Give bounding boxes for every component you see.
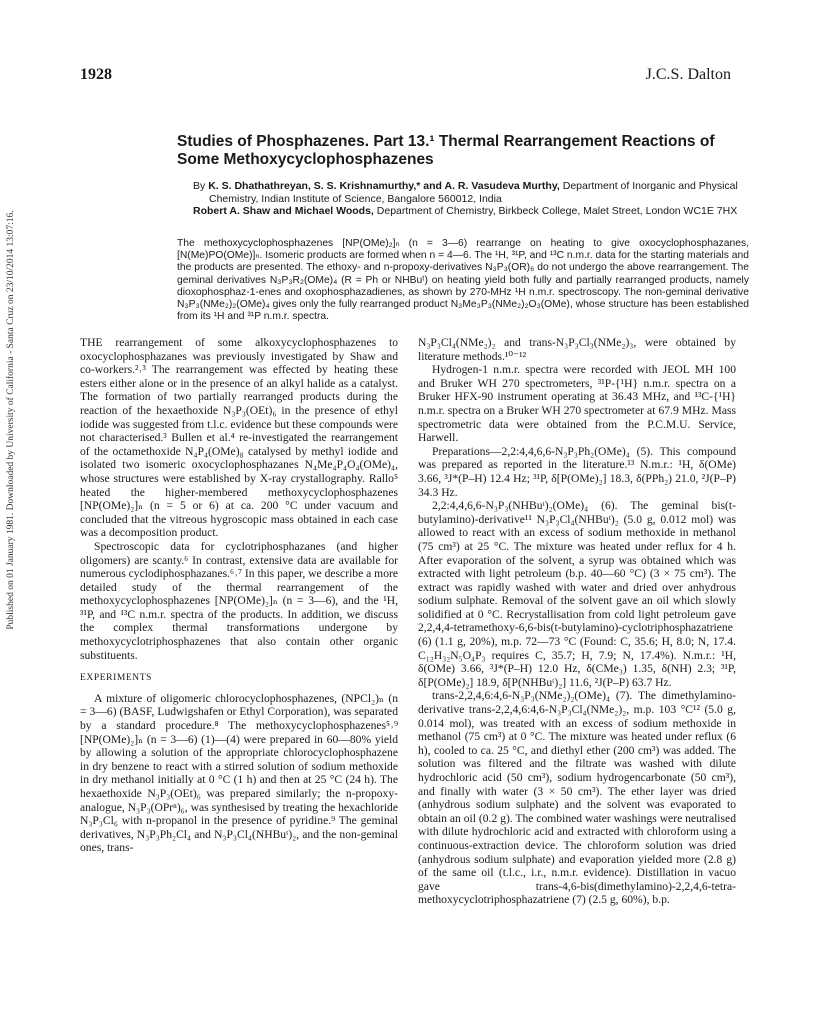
author-line-1 — [193, 180, 769, 205]
intro-paragraph-2: Spectroscopic data for cyclotriphosphazanes (and higher oligomers) are scanty.⁶ In contrast, extensive data are available for numerous cyclodiphosphazanes.⁶˒⁷ In this paper, we describe a more detailed study of the thermal rearrangement of the methoxycyclophosphazenes [NP(OMe)₂]ₙ (n = 3—6), and the ¹H, ³¹P, and ¹³C n.m.r. spectra of the products. In addition, we discuss the complex thermal transformations undergone by methoxycyclotriphosphazenes that also contain other organic substituents. — [80, 539, 398, 662]
author-affiliation-1: Department of Inorganic and Physical Chemistry, Indian Institute of Science, Bangalore 560012, India — [209, 180, 738, 205]
article-title: Studies of Phosphazenes. Part 13.¹ Thermal Rearrangement Reactions of Some Methoxycyclophosphazenes — [177, 133, 715, 168]
journal-name: J.C.S. Dalton — [645, 66, 731, 83]
download-notice-text: Published on 01 January 1981. Downloaded by University of California - Santa Cruz on 23/10/2014 13:07:16. — [6, 210, 16, 630]
right-paragraph-3: Preparations—2,2:4,4,6,6-N₃P₃Ph₂(OMe)₄ (5). This compound was prepared as reported in the literature.¹³ N.m.r.: ¹H, δ(OMe) 3.66, ³J*(P–H) 12.4 Hz; ³¹P, δ[P(OMe)₂] 18.3, δ(PPh₂) 21.0, ²J(P–P) 34.3 Hz. — [418, 444, 736, 499]
page-number: 1928 — [80, 66, 112, 83]
intro-paragraph-1: THE rearrangement of some alkoxycyclophosphazenes to oxocyclophosphazanes was previously investigated by Shaw and co-workers.²˒³ The rearrangement was effected by heating these esters either alone or in the presence of an alkyl halide as a catalyst. The formation of two partially rearranged products during the reaction of the hexaethoxide N₃P₃(OEt)₆ in the presence of ethyl iodide was suggested from t.l.c. evidence but these compounds were not characterised.³ Bullen et al.⁴ re-investigated the rearrangement of the octamethoxide N₄P₄(OMe)₈ catalysed by methyl iodide and isolated two isomeric oxocyclophosphazanes N₄Me₄P₄O₄(OMe)₄, whose structures were established by X-ray crystallography. Rallo⁵ heated the higher-membered methoxycyclophosphazenes [NP(OMe)₂]ₙ (n = 5 or 6) at ca. 200 °C under vacuum and concluded that the vitreous hygroscopic mass obtained in each case was a decomposition product. — [80, 336, 398, 540]
right-paragraph-4: 2,2:4,4,6,6-N₃P₃(NHBuᵗ)₂(OMe)₄ (6). The geminal bis(t-butylamino)-derivative¹¹ N₃P₃Cl₄(NHBuᵗ)₂ (5.0 g, 0.012 mol) was allowed to react with an excess of sodium methoxide in methanol (75 cm³) at 25 °C. The mixture was heated under reflux for 4 h. After evaporation of the solvent, a syrup was obtained which was extracted with light petroleum (b.p. 40—60 °C) (3 × 75 cm³). The extract was rapidly washed with water and dried over anhydrous sodium sulphate. Removal of the solvent gave an oil which slowly solidified at 0 °C. Recrystallisation from cold light petroleum gave 2,2,4,4-tetramethoxy-6,6-bis(t-butylamino)-cyclotriphosphazatriene (6) (1.1 g, 20%), m.p. 72—73 °C (Found: C, 35.6; H, 8.0; N, 17.4. C₁₂H₃₂N₅O₄P₃ requires C, 35.7; H, 7.9; N, 17.4%). N.m.r.: ¹H, δ(OMe) 3.66, ³J*(P–H) 12.0 Hz, δ(CMe₃) 1.35, δ(NH) 2.3; ³¹P, δ[P(OMe)₂] 18.9, δ[P(NHBuᵗ)₂] 11.6, ²J(P–P) 63.7 Hz. — [418, 499, 736, 689]
download-notice-sidebar — [6, 120, 22, 720]
left-column — [80, 336, 398, 855]
author-affiliation-2: Department of Chemistry, Birkbeck College, Malet Street, London WC1E 7HX — [376, 205, 738, 217]
right-paragraph-1: N₃P₃Cl₄(NMe₂)₂ and trans-N₃P₃Cl₃(NMe₂)₃, were obtained by literature methods.¹⁰⁻¹² — [418, 336, 736, 363]
right-paragraph-2: Hydrogen-1 n.m.r. spectra were recorded with JEOL MH 100 and Bruker WH 270 spectrometers, ³¹P-{¹H} n.m.r. spectra on a Bruker HFX-90 instrument operating at 36.43 MHz, and ¹³C-{¹H} n.m.r. spectra on a Bruker WH 270 spectrometer at 67.9 MHz. Mass spectrometric data were obtained from the P.C.M.U. Service, Harwell. — [418, 363, 736, 445]
by-prefix: By — [193, 180, 206, 192]
author-line-2 — [193, 205, 769, 218]
right-paragraph-5: trans-2,2,4,6:4,6-N₃P₃(NMe₂)₂(OMe)₄ (7). The dimethylamino-derivative trans-2,2,4,6:4,6-N₃P₃Cl₄(NMe₂)₂, m.p. 103 °C¹² (5.0 g, 0.014 mol), was treated with an excess of sodium methoxide in methanol (75 cm³) at 0 °C. The mixture was heated under reflux (6 h), cooled to ca. 25 °C, and diethyl ether (200 cm³) was added. The solution was filtered and the filtrate was washed with dilute hydrochloric acid (50 cm³), sodium hydrogencarbonate (50 cm³), and finally with water (3 × 50 cm³). The ether layer was dried (anhydrous sodium sulphate) and the solvent was evaporated to obtain an oil (0.2 g). The combined water washings were neutralised with dilute hydrochloric acid and extracted with chloroform using a continuous-extraction device. The chloroform solution was dried (anhydrous sodium sulphate) and evaporation yielded more (2.8 g) of the same oil (t.l.c., i.r., n.m.r. evidence). Distillation in vacuo gave trans-4,6-bis(dimethylamino)-2,2,4,6-tetra-methoxycyclotriphosphazatriene (7) (2.5 g, 60%), b.p. — [418, 689, 736, 907]
author-names-1: K. S. Dhathathreyan, S. S. Krishnamurthy,* and A. R. Vasudeva Murthy, — [208, 180, 560, 192]
author-names-2: Robert A. Shaw and Michael Woods, — [193, 205, 374, 217]
experiments-paragraph-1: A mixture of oligomeric chlorocyclophosphazenes, (NPCl₂)ₙ (n = 3—6) (BASF, Ludwigshafen or Ethyl Corporation), was separated by a standard procedure.⁸ The methoxycyclophosphazenes⁵˒⁹ [NP(OMe)₂]ₙ (n = 3—6) (1)—(4) were prepared in 60—80% yield by allowing a solution of the appropriate chlorocyclophosphazene in dry benzene to react with a stirred solution of sodium methoxide in dry methanol initially at 0 °C (1 h) and then at 25 °C (24 h). The hexaethoxide N₃P₃(OEt)₆ was prepared similarly; the n-propoxy-analogue, N₃P₃(OPrⁿ)₆, was synthesised by treating the hexachloride N₃P₃Cl₆ with n-propanol in the presence of pyridine.⁹ The geminal derivatives, N₃P₃Ph₂Cl₄ and N₃P₃Cl₄(NHBuᵗ)₂, and the non-geminal ones, trans- — [80, 691, 398, 855]
abstract: The methoxycyclophosphazenes [NP(OMe)₂]ₙ (n = 3—6) rearrange on heating to give oxocyclophosphazanes, [N(Me)PO(OMe)]ₙ. Isomeric products are formed when n = 4—6. The ¹H, ³¹P, and ¹³C n.m.r. data for the starting materials and the products are presented. The ethoxy- and n-propoxy-derivatives N₃P₃(OR)₆ do not undergo the above rearrangement. The geminal derivatives N₃P₃R₂(OMe)₄ (R = Ph or NHBuᵗ) on heating yield both fully and partially rearranged products, namely dioxophosphaz-1-enes and oxophosphazadienes, as shown by 270-MHz ¹H n.m.r. spectroscopy. The non-geminal derivative N₃P₃(NMe₂)₂(OMe)₄ gives only the fully rearranged product N₃Me₃P₃(NMe₂)₂O₃(OMe), whose structure has been established from its ¹H and ³¹P n.m.r. spectra. — [177, 238, 749, 323]
right-column — [418, 336, 736, 907]
section-heading-experiments: EXPERIMENTS — [80, 673, 153, 684]
author-block — [193, 180, 769, 218]
